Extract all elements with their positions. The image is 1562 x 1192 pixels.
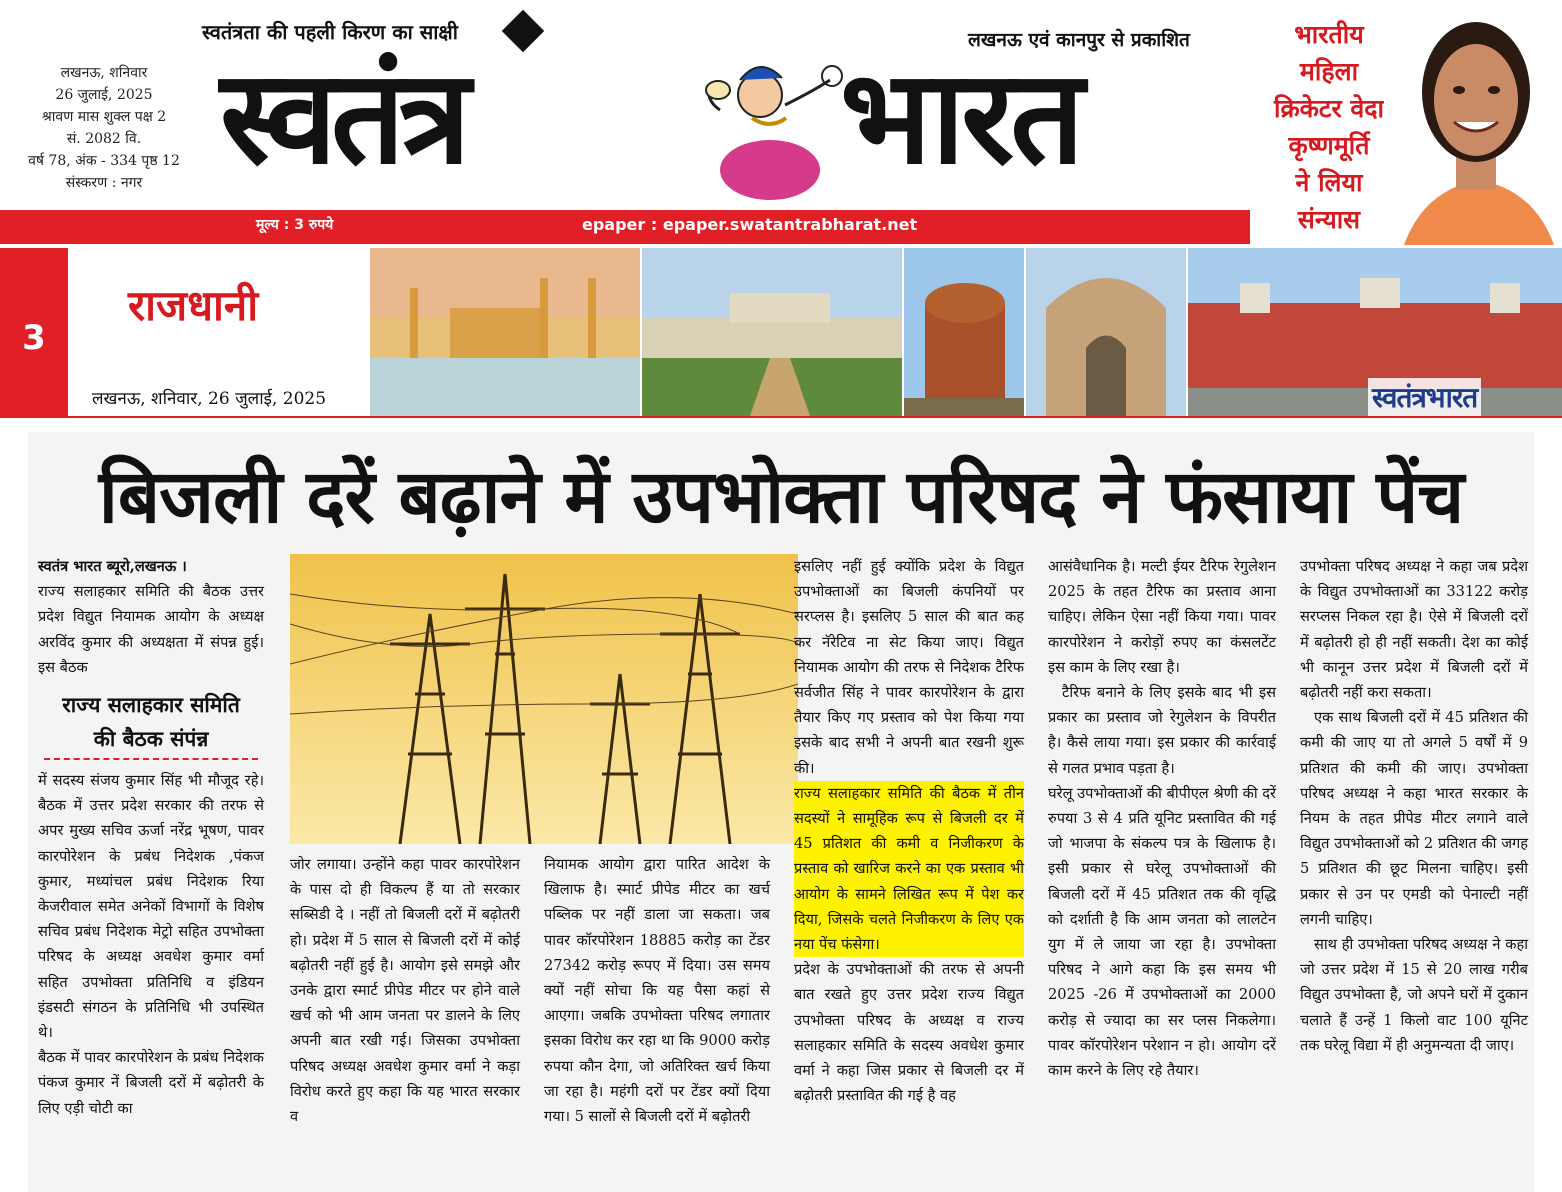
price-band bbox=[0, 210, 1250, 244]
section-title: राजधानी bbox=[128, 281, 259, 330]
mascot-illustration bbox=[690, 50, 850, 200]
epaper-link[interactable]: epaper : epaper.swatantrabharat.net bbox=[582, 215, 918, 234]
edition-info bbox=[14, 62, 194, 194]
article-paragraph: बैठक में पावर कारपोरेशन के प्रबंध निदेशक पंकज कुमार नें बिजली दरों में बढ़ोतरी के लिए एड़ी चोटी का bbox=[38, 1049, 264, 1117]
article-subhead bbox=[38, 688, 264, 756]
article-column-2 bbox=[290, 852, 520, 1192]
newspaper-tagline: स्वतंत्रता की पहली किरण का साक्षी bbox=[202, 20, 458, 44]
article-column-3 bbox=[544, 852, 770, 1192]
edition-line: लखनऊ, शनिवार bbox=[60, 65, 148, 81]
article-column-6 bbox=[1300, 554, 1528, 1184]
newspaper-title-left: स्वतंत्र bbox=[220, 40, 465, 193]
page-number-box bbox=[0, 248, 68, 418]
cricketer-portrait bbox=[1384, 0, 1562, 245]
article-paragraph: साथ ही उपभोक्ता परिषद अध्यक्ष ने कहा जो उत्तर प्रदेश में 15 से 20 लाख गरीब विद्युत उपभोक्ता है, जो अपने घरों में दुकान चलाते हैं उन्हें 1 किलो वाट 100 यूनिट तक घरेलू विद्या में ही अनुमन्यता दी जाए। bbox=[1300, 936, 1528, 1054]
subhead-line: राज्य सलाहकार समिति bbox=[62, 693, 240, 718]
article bbox=[28, 432, 1534, 1192]
article-column-4 bbox=[794, 554, 1024, 1184]
small-logo-left: स्वतंत्र bbox=[1372, 381, 1426, 414]
edition-line: श्रावण मास शुक्ल पक्ष 2 bbox=[41, 109, 167, 125]
promo-line: कृष्णमूर्ति bbox=[1288, 131, 1370, 160]
diamond-ornament bbox=[502, 10, 544, 52]
subhead-line: की बैठक संपंन्न bbox=[93, 727, 209, 752]
highlighted-paragraph: राज्य सलाहकार समिति की बैठक में तीन सदस्यों ने सामूहिक रूप से बिजली दर में 45 प्रतिशत की कमी व निजीकरण के प्रस्ताव को खारिज करने का एक प्रस्ताव भी आयोग के सामने लिखित रूप में पेश कर दिया, जिसके चलते निजीकरण के लिए एक नया पेंच फंसेगा। bbox=[794, 781, 1024, 957]
article-paragraph: जोर लगाया। उन्होंने कहा पावर कारपोरेशन के पास दो ही विकल्प हैं या तो सरकार सब्सिडी दे । नहीं तो बिजली दरों में बढ़ोतरी हो। प्रदेश में 5 साल से बिजली दरों में कोई बढ़ोतरी नहीं हुई है। आयोग इसे समझे और उनके द्वारा स्मार्ट प्रीपेड मीटर पर होने वाले खर्च को भी आम जनता पर डालने के लिए अपनी बात रखी गई। जिसका उपभोक्ता परिषद अध्यक्ष अवधेश कुमार वर्मा ने कड़ा विरोध करते हुए कहा कि यह भारत सरकार व bbox=[290, 856, 520, 1126]
article-paragraph: उपभोक्ता परिषद अध्यक्ष ने कहा जब प्रदेश के विद्युत उपभोक्ताओं का 33122 करोड़ सरप्लस निकल रहा है। ऐसे में बिजली दरों में बढ़ोतरी हो ही नहीं सकती। देश का कोई भी कानून उत्तर प्रदेश में बिजली दरों में बढ़ोतरी नहीं करा सकता। bbox=[1300, 558, 1528, 702]
price-label: मूल्य : 3 रुपये bbox=[256, 217, 334, 233]
edition-line: 26 जुलाई, 2025 bbox=[55, 87, 153, 103]
article-paragraph: राज्य सलाहकार समिति की बैठक उत्तर प्रदेश विद्युत नियामक आयोग के अध्यक्ष अरविंद कुमार की अध्यक्षता में संपन्न हुई। इस बैठक bbox=[38, 583, 264, 676]
page-number: 3 bbox=[22, 318, 46, 358]
power-tower-photo bbox=[290, 554, 798, 844]
article-headline: बिजली दरें बढ़ाने में उपभोक्ता परिषद ने फंसाया पेंच bbox=[98, 454, 1464, 540]
newspaper-title-right: भारत bbox=[840, 40, 1081, 193]
small-logo-right: भारत bbox=[1425, 381, 1478, 414]
article-paragraph: घरेलू उपभोक्ताओं की बीपीएल श्रेणी की दरें रुपया 3 से 4 प्रति यूनिट प्रस्तावित की गई जो भाजपा के संकल्प पत्र के खिलाफ है। इसी प्रकार से घरेलू उपभोक्ताओं की बिजली दरों में 45 प्रतिशत तक की वृद्धि को दर्शाती है कि आम जनता को लालटेन युग में ले जाया जा रहा है। उपभोक्ता परिषद ने आगे कहा कि इस समय भी 2025 -26 में उपभोक्ताओं का 2000 करोड़ से ज्यादा का सर प्लस निकलेगा। पावर कॉरपोरेशन परेशान न हो। आयोग दरें काम करने के लिए रहे तैयार। bbox=[1048, 784, 1276, 1080]
section-date: लखनऊ, शनिवार, 26 जुलाई, 2025 bbox=[92, 389, 327, 409]
article-paragraph: नियामक आयोग द्वारा पारित आदेश के खिलाफ है। स्मार्ट प्रीपेड मीटर का खर्च पब्लिक पर नहीं डाला जा सकता। जब पावर कॉरपोरेशन 18885 करोड़ का टेंडर 27342 करोड़ रूपए में दिया। उस समय क्यों नहीं सोचा कि यह पैसा कहां से आएगा। जबकि उपभोक्ता परिषद लगातार इसका विरोध कर रहा था कि 9000 करोड़ रुपया कौन देगा, जो अतिरिक्त खर्च किया जा रहा है। महंगी दरों पर टेंडर क्यों दिया गया। 5 सालों से बिजली दरों में बढ़ोतरी bbox=[544, 856, 770, 1126]
edition-line: वर्ष 78, अंक - 334 पृष्ठ 12 bbox=[28, 153, 180, 169]
promo-line: महिला bbox=[1299, 57, 1359, 86]
article-paragraph: एक साथ बिजली दरों में 45 प्रतिशत की कमी की जाए या तो अगले 5 वर्षों में 9 प्रतिशत की कमी की जाए। उपभोक्ता परिषद अध्यक्ष ने कहा भारत सरकार के नियम के तहत प्रीपेड मीटर लगाने वाले विद्युत उपभोक्ताओं को 2 प्रतिशत की जगह 5 प्रतिशत की छूट मिलना चाहिए। इसी प्रकार से उन पर एमडी को पेनाल्टी नहीं लगनी चाहिए। bbox=[1300, 709, 1528, 928]
article-paragraph: में सदस्य संजय कुमार सिंह भी मौजूद रहे। बैठक में उत्तर प्रदेश सरकार की तरफ से अपर मुख्य सचिव ऊर्जा नरेंद्र भूषण, पावर कारपोरेशन के प्रबंध निदेशक ,पंकज कुमार, मध्यांचल प्रबंध निदेशक रिया केजरीवाल समेत अनेकों विभागों के विशेष सचिव प्रबंध निदेशक मेट्रो सहित उपभोक्ता परिषद के अध्यक्ष अवधेश कुमार वर्मा सहित उपभोक्ता प्रतिनिधि व इंडियन इंडसटी संगठन के प्रतिनिधि भी उपस्थित थे। bbox=[38, 772, 264, 1042]
promo-line: ने लिया bbox=[1295, 168, 1363, 197]
article-column-5 bbox=[1048, 554, 1276, 1184]
promo-line: संन्यास bbox=[1297, 205, 1361, 234]
article-paragraph: टैरिफ बनाने के लिए इसके बाद भी इस प्रकार का प्रस्ताव जो रेगुलेशन के विपरीत है। कैसे लाया गया। इस प्रकार की कार्रवाई से गलत प्रभाव पड़ता है। bbox=[1048, 684, 1276, 777]
edition-line: सं. 2082 वि. bbox=[66, 131, 142, 147]
article-byline: स्वतंत्र भारत ब्यूरो,लखनऊ । bbox=[38, 558, 187, 575]
masthead bbox=[0, 0, 1562, 245]
publication-cities: लखनऊ एवं कानपुर से प्रकाशित bbox=[968, 29, 1190, 51]
promo-line: भारतीय bbox=[1294, 20, 1364, 49]
article-paragraph: इसलिए नहीं हुई क्योंकि प्रदेश के विद्युत उपभोक्ताओं का बिजली कंपनियों पर सरप्लस है। इसलिए 5 साल की बात कह कर नॅरेटिव ना सेट किया जाए। विद्युत नियामक आयोग की तरफ से निदेशक टैरिफ सर्वजीत सिंह ने पावर कारपोरेशन के द्वारा तैयार किए गए प्रस्ताव को पेश किया गया इसके बाद सभी ने अपनी बात रखनी शुरू की। bbox=[794, 558, 1024, 777]
promo-line: क्रिकेटर वेदा bbox=[1273, 94, 1385, 123]
article-paragraph: आसंवैधानिक है। मल्टी ईयर टैरिफ रेगुलेशन 2025 के तहत टैरिफ का प्रस्ताव आना चाहिए। लेकिन ऐसा नहीं किया गया। पावर कारपोरेशन ने करोड़ों रुपए का कंसलटेंट इस काम के लिए रखा है। bbox=[1048, 558, 1276, 676]
edition-line: संस्करण : नगर bbox=[65, 175, 143, 191]
article-column-1 bbox=[38, 554, 264, 1184]
section-band bbox=[0, 248, 1562, 418]
promo-headline bbox=[1254, 16, 1404, 238]
dashed-divider bbox=[44, 758, 258, 760]
article-paragraph: प्रदेश के उपभोक्ताओं की तरफ से अपनी बात रखते हुए उत्तर प्रदेश राज्य विद्युत उपभोक्ता परिषद के अध्यक्ष व राज्य सलाहकार समिति के सदस्य अवधेश कुमार वर्मा ने कहा जिस प्रकार से बिजली दर में बढ़ोतरी प्रस्तावित की गई है वह bbox=[794, 961, 1024, 1105]
small-newspaper-logo bbox=[1368, 378, 1481, 416]
